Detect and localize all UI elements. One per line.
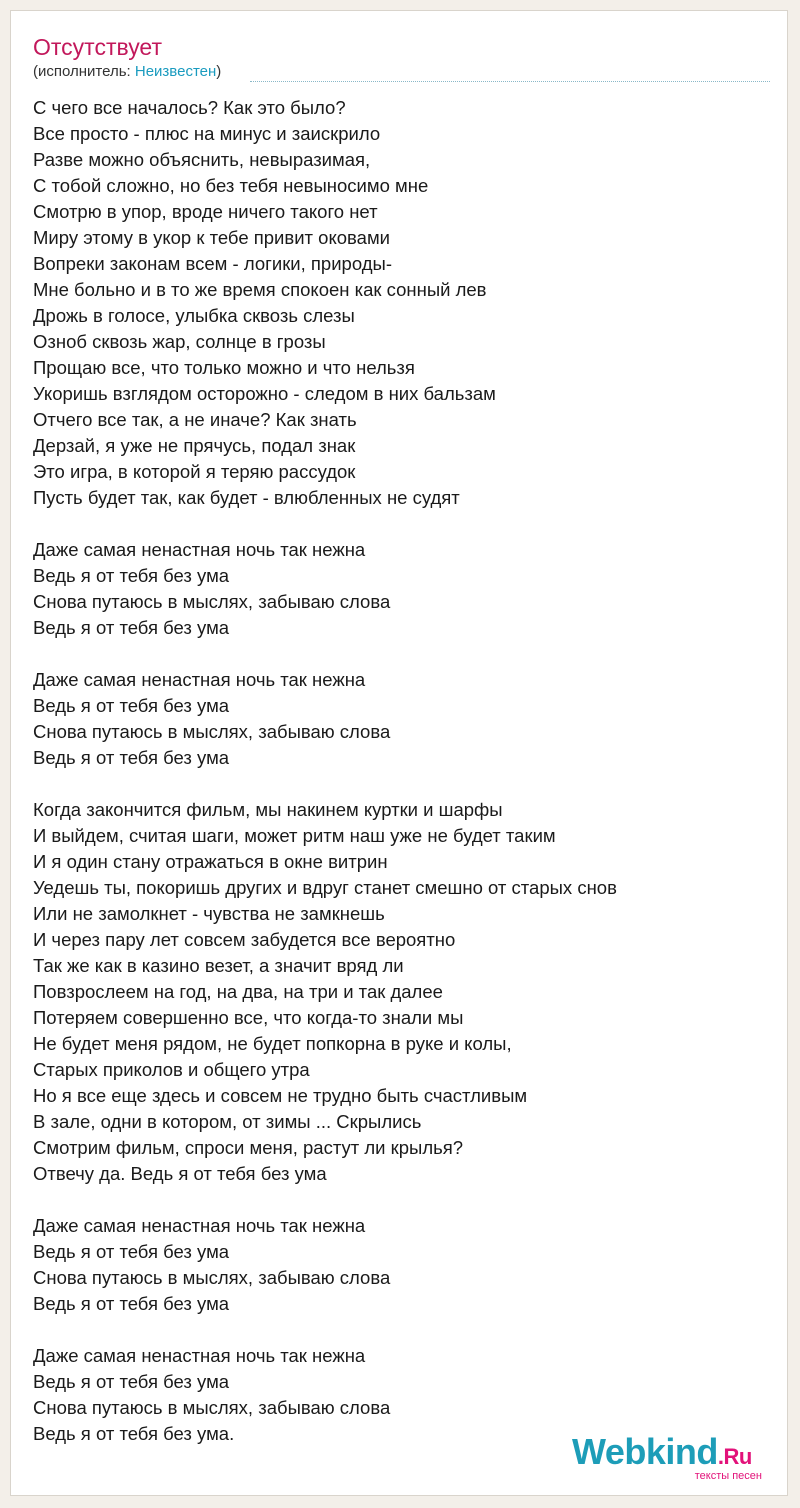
lyric-line: Даже самая ненастная ночь так нежна (33, 539, 366, 560)
lyric-line (33, 771, 763, 797)
lyric-line: Пусть будет так, как будет - влюбленных не судят (33, 487, 460, 508)
lyric-line: Даже самая ненастная ночь так нежна (33, 1215, 366, 1236)
lyric-line: Дерзай, я уже не прячусь, подал знак (33, 435, 356, 456)
lyric-line: Снова путаюсь в мыслях, забываю слова (33, 1397, 391, 1418)
lyric-line: С чего все началось? Как это было? (33, 97, 346, 118)
lyric-line: Когда закончится фильм, мы накинем куртки и шарфы (33, 799, 503, 820)
artist-line (33, 63, 221, 81)
lyric-line: И выйдем, считая шаги, может ритм наш уже не будет таким (33, 825, 556, 846)
lyric-line (33, 1187, 763, 1213)
lyrics-text (33, 95, 763, 1447)
artist-prefix: (исполнитель: (33, 63, 135, 80)
lyric-line (33, 1317, 763, 1343)
lyric-line: Отвечу да. Ведь я от тебя без ума (33, 1163, 327, 1184)
lyric-line: В зале, одни в котором, от зимы ... Скрылись (33, 1111, 422, 1132)
lyric-line: Уедешь ты, покоришь других и вдруг станет смешно от старых снов (33, 877, 617, 898)
lyric-line (33, 511, 763, 537)
lyric-line: Ведь я от тебя без ума (33, 695, 230, 716)
lyric-line: Ведь я от тебя без ума (33, 617, 230, 638)
lyric-line: Миру этому в укор к тебе привит оковами (33, 227, 391, 248)
lyric-line: Вопреки законам всем - логики, природы- (33, 253, 392, 274)
lyric-line: Смотрим фильм, спроси меня, растут ли крылья? (33, 1137, 464, 1158)
lyric-line: Ведь я от тебя без ума. (33, 1423, 235, 1444)
lyric-line: Так же как в казино везет, а значит вряд ли (33, 955, 404, 976)
lyric-line: И через пару лет совсем забудется все вероятно (33, 929, 456, 950)
lyric-line (33, 641, 763, 667)
logo-tagline: тексты песен (694, 1470, 762, 1482)
lyric-line: Но я все еще здесь и совсем не трудно быть счастливым (33, 1085, 528, 1106)
lyric-line: Ведь я от тебя без ума (33, 747, 230, 768)
lyric-line: Разве можно объяснить, невыразимая, (33, 149, 371, 170)
lyric-line: Даже самая ненастная ночь так нежна (33, 669, 366, 690)
lyric-line: Снова путаюсь в мыслях, забываю слова (33, 1267, 391, 1288)
lyric-line: Укоришь взглядом осторожно - следом в них бальзам (33, 383, 496, 404)
lyric-line: Прощаю все, что только можно и что нельзя (33, 357, 415, 378)
lyric-line: Снова путаюсь в мыслях, забываю слова (33, 721, 391, 742)
lyric-line: Отчего все так, а не иначе? Как знать (33, 409, 357, 430)
lyric-line: Ведь я от тебя без ума (33, 1293, 230, 1314)
lyric-line: Снова путаюсь в мыслях, забываю слова (33, 591, 391, 612)
logo-tld: .Ru (717, 1444, 752, 1469)
lyric-line: Смотрю в упор, вроде ничего такого нет (33, 201, 378, 222)
lyric-line: Не будет меня рядом, не будет попкорна в руке и колы, (33, 1033, 512, 1054)
lyric-line: Повзрослеем на год, на два, на три и так далее (33, 981, 443, 1002)
lyric-line: Или не замолкнет - чувства не замкнешь (33, 903, 385, 924)
lyric-line: Мне больно и в то же время спокоен как сонный лев (33, 279, 487, 300)
lyric-line: Потеряем совершенно все, что когда-то знали мы (33, 1007, 464, 1028)
lyric-line: Ведь я от тебя без ума (33, 565, 230, 586)
lyric-line: Это игра, в которой я теряю рассудок (33, 461, 356, 482)
artist-link[interactable]: Неизвестен (134, 63, 217, 80)
song-title: Отсутствует (33, 34, 162, 60)
lyric-line: Дрожь в голосе, улыбка сквозь слезы (33, 305, 355, 326)
artist-suffix: ) (216, 63, 222, 80)
title-divider (250, 81, 770, 82)
lyric-line: Даже самая ненастная ночь так нежна (33, 1345, 366, 1366)
lyric-line: Озноб сквозь жар, солнце в грозы (33, 331, 326, 352)
lyric-line: Старых приколов и общего утра (33, 1059, 310, 1080)
lyric-line: И я один стану отражаться в окне витрин (33, 851, 388, 872)
lyric-line: Ведь я от тебя без ума (33, 1371, 230, 1392)
webkind-logo[interactable] (572, 1432, 772, 1484)
lyric-line: Все просто - плюс на минус и заискрило (33, 123, 381, 144)
logo-brand: Webkind (572, 1431, 718, 1472)
lyric-line: Ведь я от тебя без ума (33, 1241, 230, 1262)
lyric-line: С тобой сложно, но без тебя невыносимо мне (33, 175, 429, 196)
